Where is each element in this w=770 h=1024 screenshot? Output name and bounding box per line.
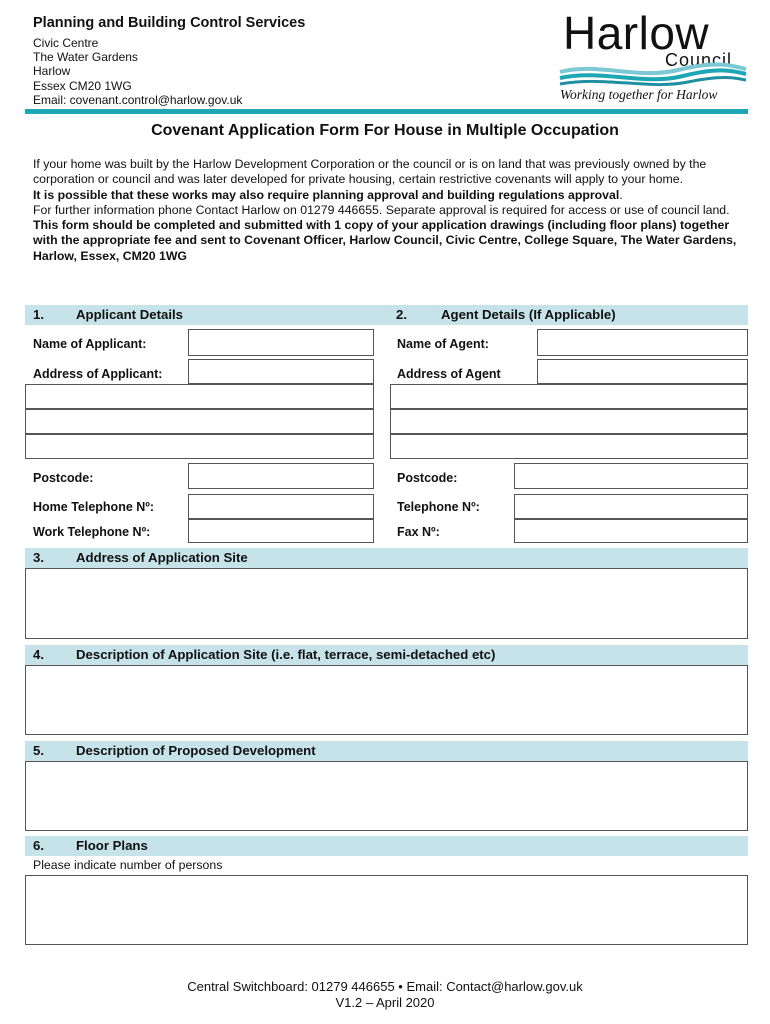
section-number: 4. — [33, 647, 44, 662]
agent-fax-label: Fax Nº: — [397, 525, 440, 539]
intro-paragraph: It is possible that these works may also require planning approval and building regulations approval. — [33, 187, 623, 202]
agent-telephone-label: Telephone Nº: — [397, 500, 480, 514]
email-line: Email: covenant.control@harlow.gov.uk — [33, 92, 243, 107]
logo-tagline: Working together for Harlow — [560, 87, 718, 102]
section-title-floor-plans: Floor Plans — [76, 838, 148, 853]
agent-address-line-2[interactable] — [390, 384, 748, 409]
section-title-proposed-development: Description of Proposed Development — [76, 743, 316, 758]
agent-postcode-label: Postcode: — [397, 471, 458, 485]
agent-name-field[interactable] — [537, 329, 748, 356]
agent-address-line-4[interactable] — [390, 434, 748, 459]
applicant-address-field[interactable] — [188, 359, 374, 384]
footer-version: V1.2 – April 2020 — [335, 995, 435, 1010]
section-bar-site-address — [25, 548, 748, 568]
address-line: The Water Gardens — [33, 50, 138, 65]
applicant-name-label: Name of Applicant: — [33, 337, 147, 351]
department-name: Planning and Building Control Services — [33, 15, 306, 31]
work-telephone-label: Work Telephone Nº: — [33, 525, 151, 539]
applicant-name-field[interactable] — [188, 329, 374, 356]
submission-instructions: This form should be completed and submitted with 1 copy of your application drawings (including floor plans) together with the appropriate fee and sent to Covenant Officer, Harlow Council, Civic Centre, College Square, The Water Gardens, Harlow, Essex, CM20 1WG — [33, 218, 737, 263]
agent-address-line-3[interactable] — [390, 409, 748, 434]
address-line: Essex CM20 1WG — [33, 78, 132, 93]
applicant-address-line-3[interactable] — [25, 409, 374, 434]
floor-plans-field[interactable] — [25, 875, 748, 945]
applicant-postcode-field[interactable] — [188, 463, 374, 489]
contact-address — [33, 36, 242, 107]
agent-address-label: Address of Agent — [397, 367, 501, 381]
section-bar-floor-plans — [25, 836, 748, 856]
section-title-agent: Agent Details (If Applicable) — [441, 307, 616, 322]
agent-address-field[interactable] — [537, 359, 748, 384]
agent-fax-field[interactable] — [514, 519, 748, 543]
section-title-site-description: Description of Application Site (i.e. flat, terrace, semi-detached etc) — [76, 647, 496, 662]
intro-paragraph: For further information phone Contact Harlow on 01279 446655. Separate approval is required for access or use of council land. — [33, 202, 730, 217]
home-telephone-field[interactable] — [188, 494, 374, 519]
form-title: Covenant Application Form For House in Multiple Occupation — [151, 122, 619, 139]
approval-warning: It is possible that these works may also require planning approval and building regulations approval — [33, 187, 620, 202]
address-line: Civic Centre — [33, 36, 99, 50]
section-bar-proposed-development — [25, 741, 748, 761]
proposed-development-field[interactable] — [25, 761, 748, 831]
intro-text — [33, 157, 748, 264]
logo-wordmark: Harlow — [563, 7, 710, 59]
logo-subtitle: Council — [665, 50, 733, 70]
agent-name-label: Name of Agent: — [397, 337, 489, 351]
applicant-address-line-2[interactable] — [25, 384, 374, 409]
intro-paragraph: If your home was built by the Harlow Development Corporation or the council or is on land that was previously owned by the corporation or council and was later developed for private housing, certain restrictive covenants will apply to your home. — [33, 157, 707, 187]
applicant-address-line-4[interactable] — [25, 434, 374, 459]
section-bar-applicant-agent — [25, 305, 748, 325]
section-number: 6. — [33, 838, 44, 853]
applicant-postcode-label: Postcode: — [33, 471, 94, 485]
logo-waves-icon — [558, 60, 748, 88]
header-divider — [25, 109, 748, 114]
address-line: Harlow — [33, 64, 71, 79]
section-number: 1. — [33, 307, 44, 322]
section-number: 2. — [396, 307, 407, 322]
section-number: 5. — [33, 743, 44, 758]
agent-telephone-field[interactable] — [514, 494, 748, 519]
site-description-field[interactable] — [25, 665, 748, 735]
home-telephone-label: Home Telephone Nº: — [33, 500, 155, 514]
floor-plans-note: Please indicate number of persons — [33, 858, 223, 872]
site-address-field[interactable] — [25, 568, 748, 639]
agent-postcode-field[interactable] — [514, 463, 748, 489]
section-bar-site-description — [25, 645, 748, 665]
work-telephone-field[interactable] — [188, 519, 374, 543]
section-number: 3. — [33, 550, 44, 565]
applicant-address-label: Address of Applicant: — [33, 367, 163, 381]
section-title-applicant: Applicant Details — [76, 307, 183, 322]
footer-contact: Central Switchboard: 01279 446655 • Email: Contact@harlow.gov.uk — [187, 979, 583, 994]
section-title-site-address: Address of Application Site — [76, 550, 248, 565]
